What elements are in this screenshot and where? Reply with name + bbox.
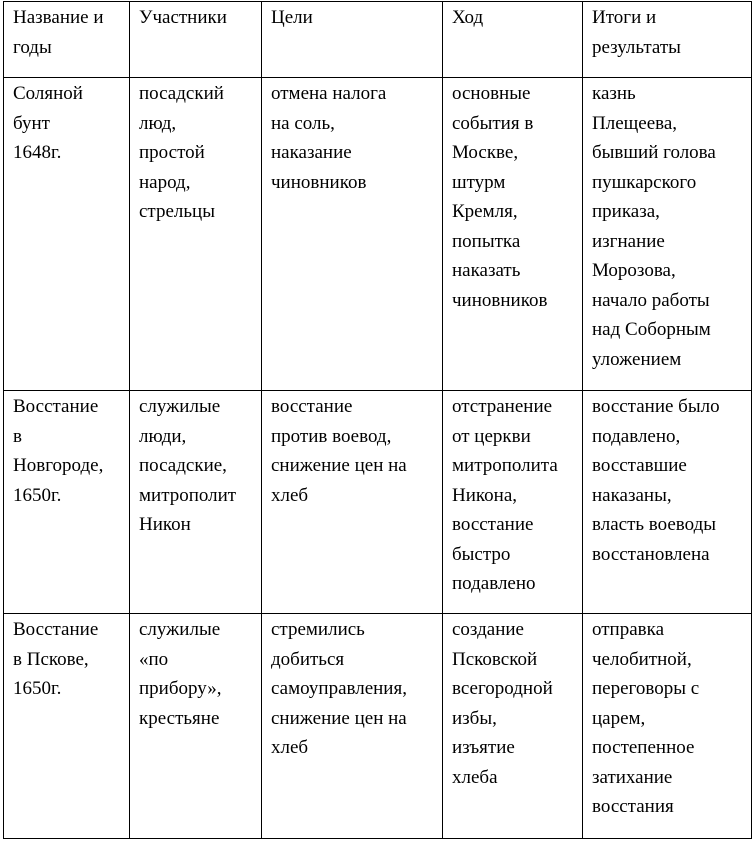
cell-line: митрополит [139,484,237,506]
cell-line: наказание [271,142,352,163]
cell-line: основные [452,83,531,104]
cell-line: отправка [592,619,665,640]
cell-line: посадский [139,83,224,104]
cell-line: всегородной [452,678,553,699]
header-cell-line: Ход [452,7,484,28]
cell-line: 1648г. [13,142,62,163]
header-cell-line: Участники [139,7,227,28]
cell-line: от церкви [452,425,531,447]
cell-goals [262,614,443,839]
cell-line: над Соборным [592,319,711,340]
cell-name [4,391,130,614]
cell-results [583,391,752,614]
cell-line: против воевод, [271,425,392,447]
cell-line: стрельцы [139,201,215,222]
cell-line: изъятие [452,737,515,758]
header-cell-name [4,2,130,78]
cell-line: 1650г. [13,484,62,506]
cell-line: в Пскове, [13,648,89,670]
header-cell-goals [262,2,443,78]
cell-line: штурм [452,171,506,193]
cell-line: хлеб [271,484,309,506]
cell-line: чиновников [452,289,548,311]
cell-line: снижение цен на [271,455,407,476]
cell-line: чиновников [271,171,367,193]
cell-goals [262,391,443,614]
cell-line: служилые [139,619,221,640]
cell-line: царем, [592,707,646,729]
cell-line: Соляной [13,83,83,104]
cell-line: Новгороде, [13,455,104,476]
cell-line: Восстание [13,619,99,640]
cell-line: самоуправления, [271,678,407,699]
cell-line: посадские, [139,455,227,476]
header-cell-line: Цели [271,7,313,28]
cell-line: создание [452,619,524,640]
cell-course [443,614,583,839]
cell-line: митрополита [452,455,558,476]
header-cell-course [443,2,583,78]
cell-line: Кремля, [452,201,518,222]
cell-line: хлеб [271,737,309,758]
cell-line: бывший голова [592,142,716,163]
cell-line: Москве, [452,142,519,163]
cell-line: народ, [139,171,191,193]
cell-line: челобитной, [592,648,692,670]
cell-participants [130,391,262,614]
table-row [4,614,752,839]
cell-line: власть воеводы [592,514,717,535]
cell-line: восстание было [592,396,720,417]
cell-line: люд, [139,112,177,134]
cell-line: подавлено, [592,425,681,447]
cell-line: бунт [13,112,50,134]
cell-line: прибору», [139,678,222,699]
cell-line: переговоры с [592,678,700,699]
cell-line: уложением [592,348,682,370]
cell-line: снижение цен на [271,707,407,729]
cell-line: восстановлена [592,543,710,565]
cell-line: восстание [271,396,353,417]
cell-name [4,78,130,391]
cell-line: изгнание [592,230,665,252]
cell-line: Восстание [13,396,99,417]
cell-line: отстранение [452,396,553,417]
cell-results [583,78,752,391]
cell-line: простой [139,142,205,163]
cell-line: Плещеева, [592,112,678,134]
cell-line: в [13,425,22,447]
cell-results [583,614,752,839]
cell-line: восстание [452,514,534,535]
uprisings-table [3,1,752,839]
cell-line: отмена налога [271,83,387,104]
cell-course [443,78,583,391]
cell-line: Морозова, [592,260,676,281]
cell-line: попытка [452,230,521,252]
cell-name [4,614,130,839]
header-cell-line: результаты [592,36,681,58]
cell-line: стремились [271,619,365,640]
cell-line: 1650г. [13,678,62,699]
header-cell-line: Название и [13,7,104,28]
cell-line: затихание [592,766,673,788]
cell-line: крестьяне [139,707,220,729]
cell-line: Псковской [452,648,538,670]
cell-line: добиться [271,648,345,670]
cell-line: на соль, [271,112,335,134]
header-cell-line: Итоги и [592,7,657,28]
cell-line: служилые [139,396,221,417]
cell-line: восстания [592,796,674,817]
cell-line: наказаны, [592,484,672,506]
cell-line: начало работы [592,289,710,311]
header-cell-line: годы [13,36,52,58]
cell-line: постепенное [592,737,695,758]
cell-course [443,391,583,614]
table-row [4,78,752,391]
cell-line: приказа, [592,201,660,222]
cell-line: казнь [592,83,636,104]
cell-line: быстро [452,543,511,565]
cell-line: Никона, [452,484,518,506]
cell-line: Никон [139,514,191,535]
cell-goals [262,78,443,391]
cell-line: наказать [452,260,521,281]
table-row [4,391,752,614]
cell-line: люди, [139,425,187,447]
cell-participants [130,614,262,839]
header-cell-participants [130,2,262,78]
cell-line: подавлено [452,573,536,594]
cell-line: «по [139,648,169,670]
cell-line: избы, [452,707,497,729]
header-cell-results [583,2,752,78]
cell-line: восставшие [592,455,687,476]
cell-line: хлеба [452,766,498,788]
cell-line: пушкарского [592,171,697,193]
cell-line: события в [452,112,534,134]
cell-participants [130,78,262,391]
table-header-row [4,2,752,78]
